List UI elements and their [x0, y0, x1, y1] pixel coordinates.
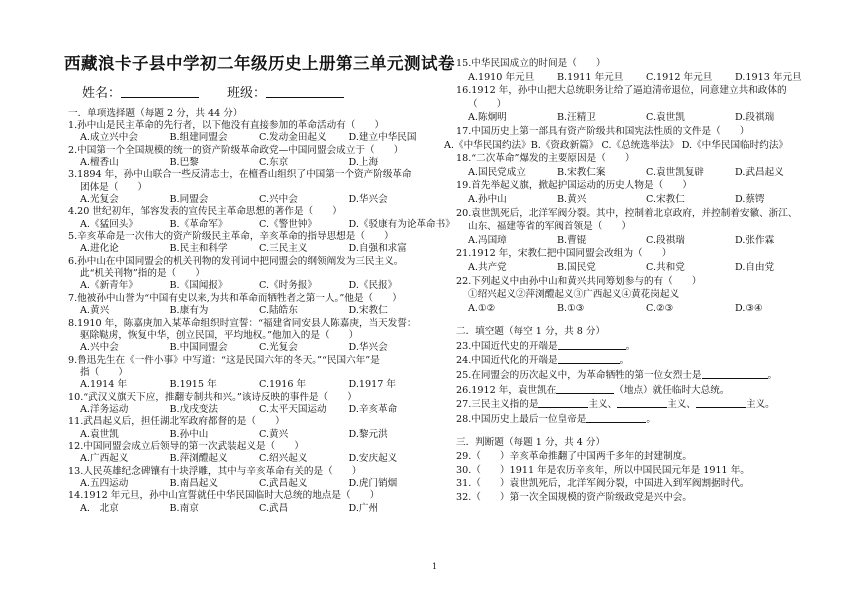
question-item — [68, 256, 438, 293]
option-choice[interactable]: D.华兴会 — [348, 342, 388, 354]
true-false-list — [456, 450, 824, 504]
answer-blank[interactable] — [558, 339, 626, 350]
question-item — [68, 355, 438, 392]
question-item — [68, 392, 438, 417]
option-choice[interactable]: B.同盟会 — [169, 194, 209, 206]
exam-title: 西藏浪卡子县中学初二年级历史上册第三单元测试卷 — [64, 54, 455, 73]
option-row — [456, 166, 824, 180]
fill-after-text: 。 — [646, 413, 656, 425]
option-choice[interactable]: B.汪精卫 — [557, 112, 596, 124]
name-label: 姓名： — [82, 86, 122, 101]
fill-after-text: 主义、 — [588, 399, 618, 411]
option-choice[interactable]: C.宋教仁 — [646, 193, 685, 205]
name-blank[interactable] — [121, 85, 199, 98]
option-choice[interactable]: A.五四运动 — [80, 477, 129, 489]
option-choice[interactable]: D.《民报》 — [348, 280, 398, 292]
fill-after-text: 。 — [625, 340, 636, 352]
option-choice[interactable]: C.1916 年 — [259, 379, 307, 391]
question-text: 此“机关刊物”指的是（ ） — [80, 268, 205, 280]
option-choice[interactable]: D.华兴会 — [348, 194, 388, 206]
answer-blank[interactable] — [556, 383, 614, 394]
fill-blank-list — [456, 339, 824, 427]
question-text: 5.辛亥革命是一次伟大的资产阶级民主革命，辛亥革命的指导思想是（ ） — [68, 231, 394, 243]
option-choice[interactable]: C.光复会 — [259, 342, 298, 354]
question-item — [68, 169, 438, 206]
question-text: 18.“二次革命”爆发的主要原因是（ ） — [456, 153, 635, 165]
left-question-list — [68, 120, 455, 515]
question-text: 22.下列起义中由孙中山和黄兴共同筹划参与的有（ ） — [456, 275, 702, 287]
question-item — [68, 441, 438, 466]
question-text: 11.武昌起义后，担任湖北军政府都督的是（ ） — [68, 416, 285, 428]
answer-blank[interactable] — [586, 412, 646, 423]
option-choice[interactable]: A.1910 年元旦 — [468, 71, 535, 83]
option-choice[interactable]: B.组建同盟会 — [169, 132, 228, 144]
option-choice[interactable]: D.上海 — [348, 157, 379, 169]
option-choice[interactable]: A. 北京 — [80, 502, 119, 514]
option-choice[interactable]: B.国民党 — [557, 261, 596, 273]
question-item — [68, 416, 438, 441]
option-choice[interactable]: C.《警世钟》 — [259, 218, 318, 230]
fill-blank-item — [456, 368, 824, 383]
option-row — [68, 194, 438, 206]
option-choice[interactable]: A.广西起义 — [80, 453, 129, 465]
section-2-heading: 二．填空题（每空 1 分，共 8 分） — [456, 326, 606, 338]
option-row — [456, 111, 824, 125]
question-text: 山东、福建等省的军阀首领是（ ） — [468, 221, 632, 233]
option-row — [68, 280, 438, 292]
option-choice[interactable]: D.段祺瑞 — [735, 112, 775, 124]
option-choice[interactable]: B.巴黎 — [169, 157, 199, 169]
question-text: 10.“武汉义旗天下应，推翻专制共和兴。”该诗反映的事件是（ ） — [68, 391, 357, 403]
option-choice[interactable]: A.兴中会 — [80, 342, 119, 354]
option-choice[interactable]: C.②③ — [646, 302, 674, 314]
option-choice[interactable]: A.陈炯明 — [468, 112, 507, 124]
question-item — [456, 84, 824, 125]
question-item — [456, 152, 824, 179]
option-row — [456, 234, 824, 248]
option-choice[interactable]: A.袁世凯 — [80, 428, 119, 440]
option-choice[interactable]: B.康有为 — [169, 305, 209, 317]
option-row — [68, 305, 438, 317]
option-choice[interactable]: D.建立中华民国 — [348, 132, 417, 144]
fill-blank-item — [456, 353, 824, 368]
fill-blank-item — [456, 397, 824, 412]
page-number: 1 — [432, 562, 438, 571]
right-question-list — [444, 57, 824, 315]
option-choice[interactable]: A.檀香山 — [80, 157, 119, 169]
section-1-heading: 一．单项选择题（每题 2 分，共 44 分） — [68, 108, 243, 119]
question-text: ①绍兴起义②萍浏醴起义③广西起义④黄花岗起义 — [468, 289, 680, 301]
option-choice[interactable]: A.①② — [468, 302, 496, 314]
question-text: 6.孙中山在中国同盟会的机关刊物的发刊词中把同盟会的纲领阐发为三民主义。 — [68, 255, 404, 267]
right-column — [444, 57, 824, 504]
option-choice[interactable]: D.自强和求富 — [348, 243, 407, 255]
option-choice[interactable]: A.黄兴 — [80, 305, 110, 317]
student-info-line — [82, 82, 438, 101]
option-choice[interactable]: B.1915 年 — [169, 379, 217, 391]
option-choice[interactable]: B.戊戌变法 — [169, 403, 218, 415]
fill-question-text: 28.中国历史上最后一位皇帝是 — [456, 413, 587, 425]
option-choice[interactable]: C.绍兴起义 — [259, 453, 308, 465]
question-item — [68, 145, 438, 170]
question-item — [456, 179, 824, 206]
answer-blank[interactable] — [617, 397, 667, 408]
option-choice[interactable]: A.国民党成立 — [468, 166, 526, 178]
option-choice[interactable]: D.蔡锷 — [735, 193, 765, 205]
fill-question-text: 26.1912 年，袁世凯在 — [456, 384, 557, 396]
option-choice[interactable]: B.南昌起义 — [169, 477, 218, 489]
option-choice[interactable]: C.袁世凯复辟 — [646, 166, 705, 178]
option-row — [68, 132, 438, 144]
option-choice[interactable]: A.《新青年》 — [80, 280, 138, 292]
fill-blank-item — [456, 412, 824, 427]
option-row — [456, 302, 824, 316]
option-choice[interactable]: B.黄兴 — [557, 193, 587, 205]
fill-blank-item — [456, 383, 824, 398]
option-choice[interactable]: D.张作霖 — [735, 234, 775, 246]
option-choice[interactable]: B.①③ — [557, 302, 585, 314]
option-row — [68, 243, 438, 255]
option-row — [68, 404, 438, 416]
fill-after-text: （地点）就任临时大总统。 — [614, 384, 730, 396]
answer-blank[interactable] — [702, 368, 768, 379]
question-item — [68, 231, 438, 256]
option-row — [68, 478, 438, 490]
class-label: 班级： — [227, 86, 267, 101]
question-item — [68, 206, 455, 231]
option-choice[interactable]: B.民主和科学 — [169, 243, 228, 255]
question-item — [456, 57, 824, 84]
question-text: 驱除鞑虏，恢复中华，创立民国，平均地权。”他加入的是（ ） — [80, 329, 359, 341]
option-choice[interactable]: A.进化论 — [80, 243, 119, 255]
option-choice[interactable]: A.共产党 — [468, 261, 507, 273]
option-choice[interactable]: B.萍浏醴起义 — [169, 453, 228, 465]
question-item — [456, 247, 824, 274]
question-item — [68, 120, 438, 145]
option-choice[interactable]: D.虎门销烟 — [348, 477, 398, 489]
section-3-heading: 三．判断题（每题 1 分，共 4 分） — [456, 437, 606, 449]
option-choice[interactable]: B.《革命军》 — [169, 218, 228, 230]
question-item — [68, 466, 438, 491]
question-text: 14.1912 年元旦，孙中山宣誓就任中华民国临时大总统的地点是（ ） — [68, 490, 380, 502]
question-text: 1.孙中山是民主革命的先行者，以下他没有直接参加的革命活动有（ ） — [68, 120, 385, 131]
option-choice[interactable]: D.《驳康有为论革命书》 — [348, 218, 455, 230]
option-choice[interactable]: C.1912 年元旦 — [646, 71, 713, 83]
option-choice[interactable]: C.东京 — [259, 157, 289, 169]
question-text: 13.人民英雄纪念碑镶有十块浮雕，其中与辛亥革命有关的是（ ） — [68, 465, 362, 477]
option-choice[interactable]: B.曹锟 — [557, 234, 587, 246]
left-column — [64, 50, 455, 515]
option-choice[interactable]: C.发动金田起义 — [259, 132, 327, 144]
option-choice[interactable]: D.③④ — [735, 302, 763, 314]
option-choice[interactable]: C.陆皓东 — [259, 305, 298, 317]
fill-after-text: 。 — [767, 370, 778, 382]
option-row — [456, 261, 824, 275]
fill-question-text: 27.三民主义指的是 — [456, 399, 539, 411]
question-text: 16.1912 年，孙中山把大总统职务让给了逼迫清帝退位，同意建立共和政体的 — [456, 85, 787, 97]
question-item — [68, 490, 438, 515]
option-choice[interactable]: C.共和党 — [646, 261, 685, 273]
question-item — [444, 139, 824, 153]
option-row — [68, 342, 438, 354]
option-choice[interactable]: D.安庆起义 — [348, 453, 398, 465]
option-choice[interactable]: A.孙中山 — [468, 193, 507, 205]
fill-question-text: 25.在同盟会的历次起义中，为革命牺牲的第一位女烈士是 — [456, 370, 702, 382]
question-text: 2.中国第一个全国规模的统一的资产阶级革命政党—中国同盟会成立于（ ） — [68, 144, 404, 156]
question-text: 12.中国同盟会成立后领导的第一次武装起义是（ ） — [68, 440, 304, 452]
question-text: 21.1912 年，宋教仁把中国同盟会改组为（ ） — [456, 248, 672, 260]
question-text: 19.首先举起义旗，掀起护国运动的历史人物是（ ） — [456, 180, 692, 192]
question-text: 7.他被孙中山誉为“中国有史以来,为共和革命而牺牲者之第一人。”他是（ ） — [68, 292, 402, 304]
question-text: 8.1910 年，陈嘉庚加入某革命组织时宣誓：“福建省同安县人陈嘉庚，当天发誓： — [68, 317, 417, 329]
question-text: 20.袁世凯死后，北洋军阀分裂。其中，控制着北京政府，并控制着安徽、浙江、 — [456, 207, 798, 219]
question-text[interactable]: A.《中华民国约法》B.《资政新篇》 C.《总统选举法》 D.《中华民国临时约法》 — [444, 139, 789, 151]
option-choice[interactable]: B.孙中山 — [169, 428, 209, 440]
option-choice[interactable]: C.武昌 — [259, 502, 289, 514]
option-choice[interactable]: D.宋教仁 — [348, 305, 388, 317]
question-text: 指（ ） — [80, 366, 128, 378]
question-text: 4.20 世纪初年，邹容发表的宣传民主革命思想的著作是（ ） — [68, 206, 342, 218]
option-row — [68, 503, 438, 515]
option-choice[interactable]: C.《时务报》 — [259, 280, 318, 292]
option-choice[interactable]: B.南京 — [169, 502, 199, 514]
option-choice[interactable]: D.自由党 — [735, 261, 775, 273]
option-choice[interactable]: B.1911 年元旦 — [557, 71, 624, 83]
option-choice[interactable]: A.光复会 — [80, 194, 119, 206]
option-choice[interactable]: B.宋教仁案 — [557, 166, 606, 178]
answer-blank[interactable] — [538, 397, 588, 408]
question-item — [456, 125, 824, 139]
option-choice[interactable]: D.广州 — [348, 502, 379, 514]
option-choice[interactable]: D.1917 年 — [348, 379, 396, 391]
judge-item[interactable]: 30.（ ）1911 年是农历辛亥年，所以中国民国元年是 1911 年。 — [456, 464, 750, 476]
option-choice[interactable]: C.兴中会 — [259, 194, 298, 206]
option-choice[interactable]: B.《国闻报》 — [169, 280, 228, 292]
question-item — [456, 275, 824, 316]
option-choice[interactable]: B.中国同盟会 — [169, 342, 228, 354]
question-item — [456, 207, 824, 248]
option-choice[interactable]: A.1914 年 — [80, 379, 128, 391]
fill-after-text: 主义。 — [745, 399, 775, 411]
judge-item[interactable]: 31.（ ）袁世凯死后，北洋军阀分裂，中国进入到军阀割据时代。 — [456, 478, 750, 490]
fill-blank-item — [456, 339, 824, 354]
class-blank[interactable] — [266, 85, 344, 98]
option-row — [456, 193, 824, 207]
answer-blank[interactable] — [696, 397, 746, 408]
option-choice[interactable]: D.1913 年元旦 — [735, 71, 802, 83]
option-row — [68, 218, 455, 231]
option-choice[interactable]: C.袁世凯 — [646, 112, 685, 124]
question-text: 15.中华民国成立的时间是（ ） — [456, 58, 606, 69]
option-row — [68, 379, 438, 391]
option-choice[interactable]: C.太平天国运动 — [259, 403, 327, 415]
fill-after-text: 。 — [619, 355, 630, 367]
option-choice[interactable]: D.武昌起义 — [735, 166, 784, 178]
option-choice[interactable]: A.成立兴中会 — [80, 132, 138, 144]
option-row — [68, 429, 438, 441]
option-choice[interactable]: D.黎元洪 — [348, 428, 388, 440]
option-choice[interactable]: A.洋务运动 — [80, 403, 129, 415]
judge-item[interactable]: 32.（ ）第一次全国规模的资产阶级政党是兴中会。 — [456, 491, 692, 503]
question-item — [68, 293, 438, 318]
question-text: （ ） — [468, 98, 507, 110]
fill-after-text: 主义、 — [667, 399, 696, 411]
option-choice[interactable]: A.冯国璋 — [468, 234, 507, 246]
fill-question-text: 23.中国近代史的开端是 — [456, 340, 558, 352]
option-choice[interactable]: C.武昌起义 — [259, 477, 308, 489]
question-text: 9.鲁迅先生在《一件小事》中写道：“这是民国六年的冬天。”“民国六年”是 — [68, 354, 380, 366]
option-row — [456, 71, 824, 85]
option-choice[interactable]: C.黄兴 — [259, 428, 289, 440]
option-choice[interactable]: C.段祺瑞 — [646, 234, 685, 246]
option-row — [68, 453, 438, 465]
question-text: 3.1894 年，孙中山联合一些反清志士，在檀香山组织了中国第一个资产阶级革命 — [68, 169, 412, 181]
option-row — [68, 157, 438, 169]
question-text: 团体是（ ） — [80, 181, 148, 193]
answer-blank[interactable] — [558, 353, 620, 364]
option-choice[interactable]: C.三民主义 — [259, 243, 308, 255]
judge-item[interactable]: 29.（ ）辛亥革命推翻了中国两千多年的封建制度。 — [456, 451, 692, 463]
question-text: 17.中国历史上第一部具有资产阶级共和国宪法性质的文件是（ ） — [456, 125, 750, 137]
question-item — [68, 318, 438, 355]
option-choice[interactable]: D.辛亥革命 — [348, 403, 398, 415]
option-choice[interactable]: A.《猛回头》 — [80, 218, 138, 230]
fill-question-text: 24.中国近代化的开端是 — [456, 355, 558, 367]
